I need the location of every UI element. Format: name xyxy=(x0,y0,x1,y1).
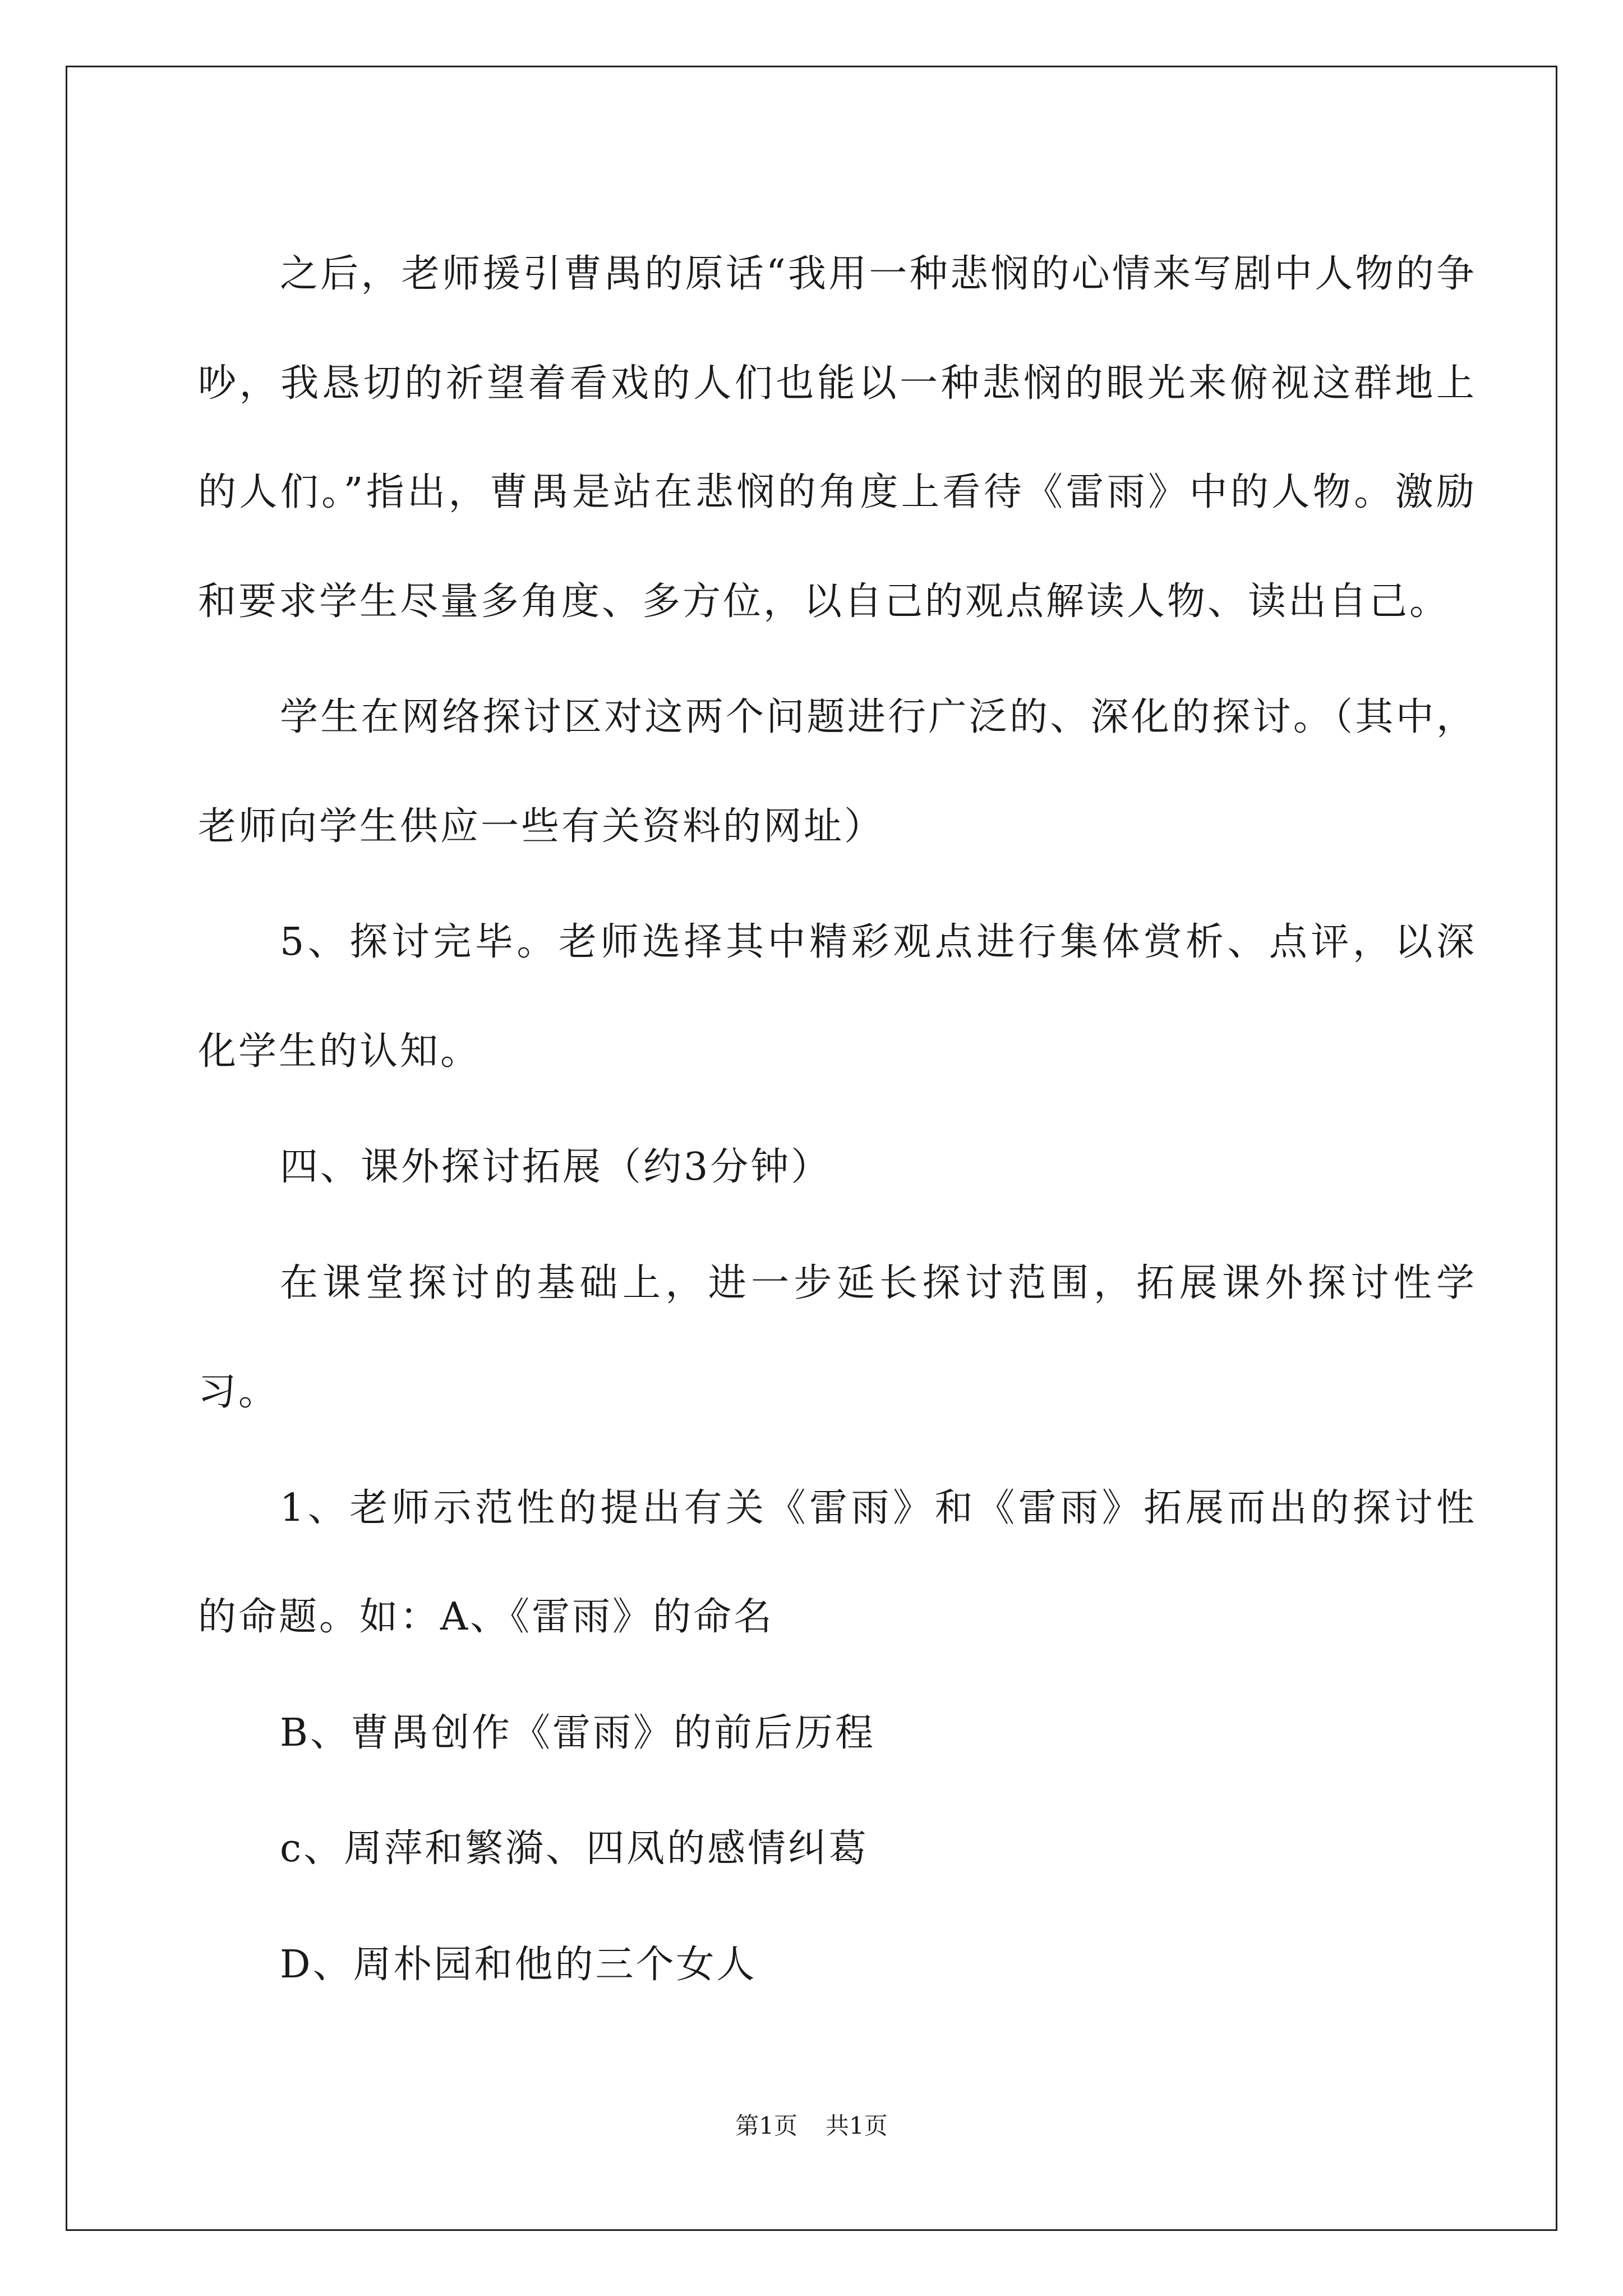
page-footer xyxy=(0,2109,1623,2143)
document-body xyxy=(198,220,1477,2026)
section-heading: 四、课外探讨拓展（约3分钟） xyxy=(280,1145,832,1189)
list-item: B、曹禺创作《雷雨》的前后历程 xyxy=(280,1710,875,1755)
paragraph: 1、老师示范性的提出有关《雷雨》和《雷雨》拓展而出的探讨性的命题。如：A、《雷雨》的命名 xyxy=(198,1485,1477,1639)
page-number: 第1页 xyxy=(735,2112,797,2139)
page-total: 共1页 xyxy=(826,2112,888,2139)
list-item: D、周朴园和他的三个女人 xyxy=(280,1942,757,1987)
paragraph: 在课堂探讨的基础上，进一步延长探讨范围，拓展课外探讨性学习。 xyxy=(198,1260,1477,1414)
list-item: c、周萍和繁漪、四凤的感情纠葛 xyxy=(280,1826,869,1871)
paragraph: 5、探讨完毕。老师选择其中精彩观点进行集体赏析、点评，以深化学生的认知。 xyxy=(198,920,1477,1074)
paragraph: 学生在网络探讨区对这两个问题进行广泛的、深化的探讨。（其中，老师向学生供应一些有关资料的网址） xyxy=(198,695,1477,849)
paragraph: 之后，老师援引曹禺的原话“我用一种悲悯的心情来写剧中人物的争吵，我恳切的祈望着看戏的人们也能以一种悲悯的眼光来俯视这群地上的人们。”指出，曹禺是站在悲悯的角度上看待《雷雨》中的人物。激励和要求学生尽量多角度、多方位，以自己的观点解读人物、读出自己。 xyxy=(198,252,1477,624)
